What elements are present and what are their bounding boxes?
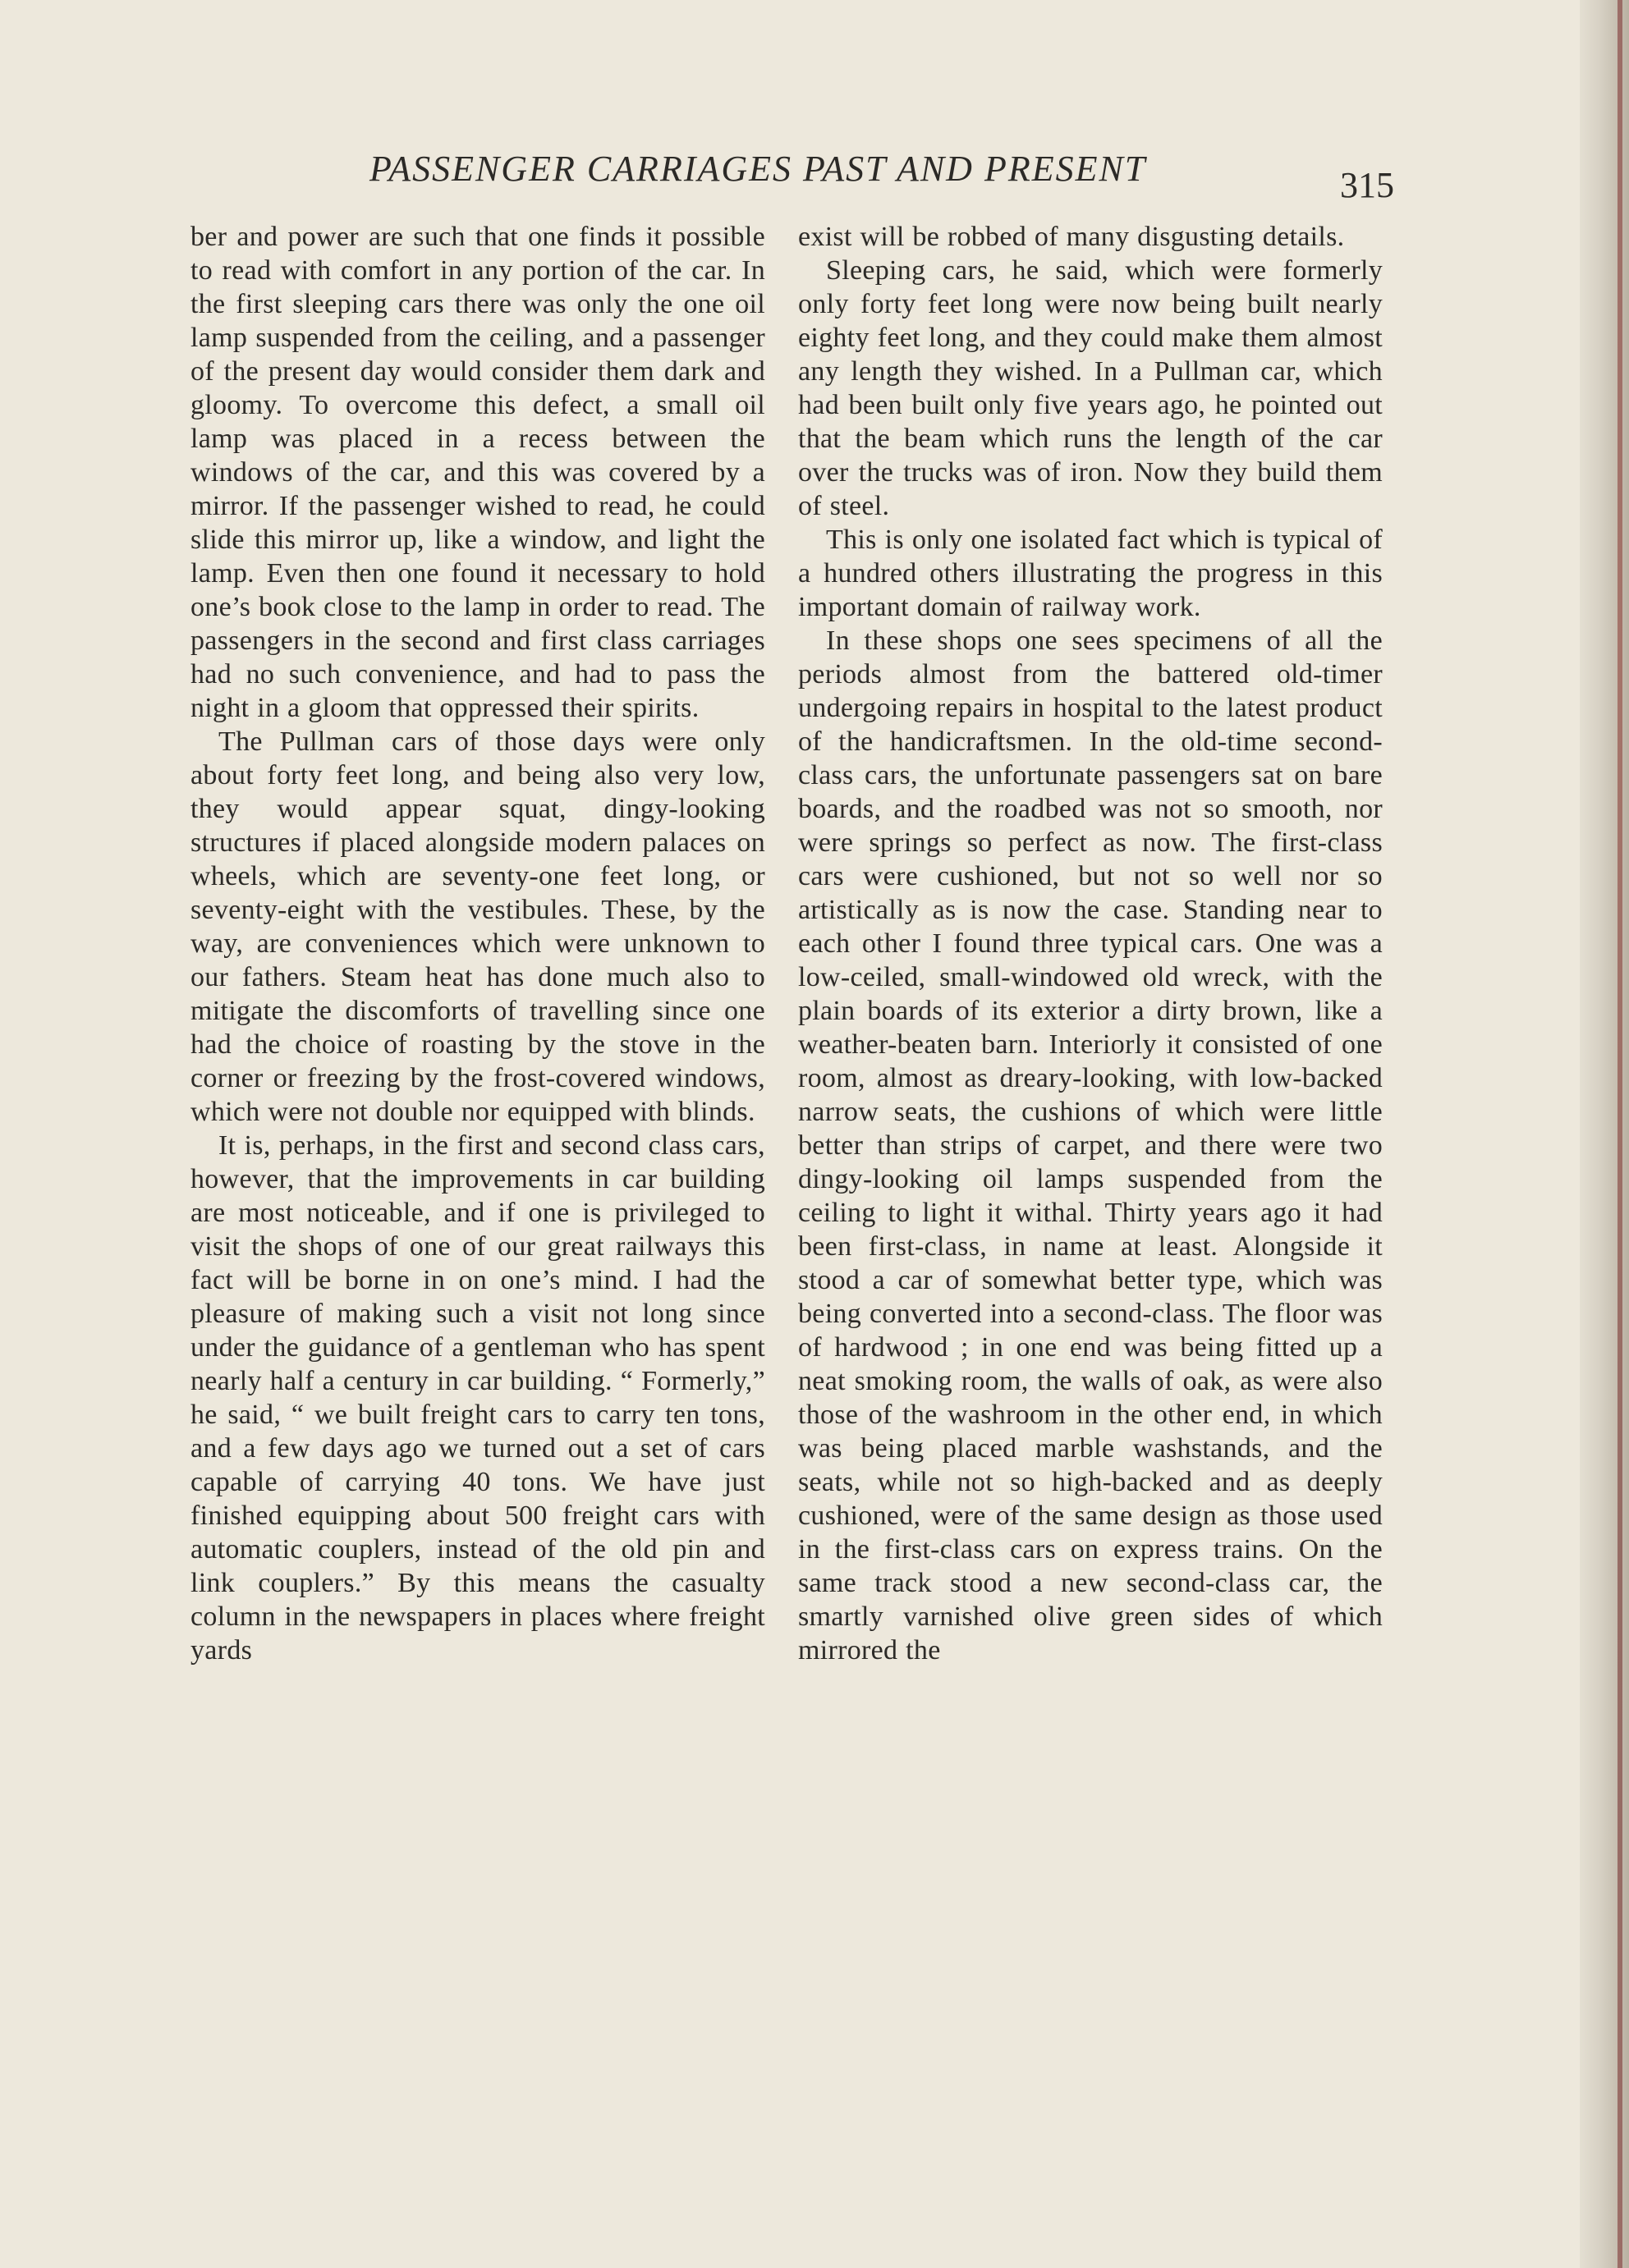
paragraph: exist will be robbed of many disgusting details. [798, 222, 1345, 252]
paragraph: It is, perhaps, in the first and second class cars, however, that the improvements in car building are most noticeable, and if one is privileged to visit the shops of one of our great railways this fact will be borne in on one’s mind. I had the pleasure of making such a visit not long since under the guidance of a gentleman who has spent nearly half a century in car building. “ Formerly,” he said, “ we built freight cars to carry ten tons, and a few days ago we turned out a set of cars capable of carrying 40 tons. We have just finished equipping about 500 freight cars with automatic couplers, instead of the old pin and link couplers.” By this means the casualty column in the newspapers in places where freight yards [190, 1130, 765, 1665]
paragraph: This is only one isolated fact which is typical of a hundred others illustrating the progress in this important domain of railway work. [798, 525, 1383, 622]
paragraph: In these shops one sees specimens of all the periods almost from the battered old-timer undergoing repairs in hospital to the latest product of the handicraftsmen. In the old-time second-class cars, the unfortunate passengers sat on bare boards, and the roadbed was not so smooth, nor were springs so perfect as now. The first-class cars were cushioned, but not so well nor so artistically as is now the case. Standing near to each other I found three typical cars. One was a low-ceiled, small-windowed old wreck, with the plain boards of its exterior a dirty brown, like a weather-beaten barn. Interiorly it consisted of one room, almost as dreary-looking, with low-backed narrow seats, the cushions of which were little better than strips of carpet, and there were two dingy-looking oil lamps suspended from the ceiling to light it withal. Thirty years ago it had been first-class, in name at least. Alongside it stood a car of somewhat better type, which was being converted into a second-class. The floor was of hardwood ; in one end was being fitted up a neat smoking room, the walls of oak, as were also those of the washroom in the other end, in which was being placed marble washstands, and the seats, while not so high-backed and as deeply cushioned, were of the same design as those used in the first-class cars on express trains. On the same track stood a new second-class car, the smartly varnished olive green sides of which mirrored the [798, 625, 1383, 1665]
left-column [190, 220, 765, 1667]
paragraph: Sleeping cars, he said, which were formerly only forty feet long were now being built nearly eighty feet long, and they could make them almost any length they wished. In a Pullman car, which had been built only five years ago, he pointed out that the beam which runs the length of the car over the trucks was of iron. Now they build them of steel. [798, 255, 1383, 521]
paragraph: ber and power are such that one finds it possible to read with comfort in any portion of the car. In the first sleeping cars there was only the one oil lamp suspended from the ceiling, and a passenger of the present day would consider them dark and gloomy. To overcome this defect, a small oil lamp was placed in a recess between the windows of the car, and this was covered by a mirror. If the passenger wished to read, he could slide this mirror up, like a window, and light the lamp. Even then one found it necessary to hold one’s book close to the lamp in order to read. The passengers in the second and first class carriages had no such convenience, and had to pass the night in a gloom that oppressed their spirits. [190, 222, 765, 723]
page-number: 315 [1340, 165, 1394, 205]
right-column [798, 220, 1383, 1667]
paragraph: The Pullman cars of those days were only about forty feet long, and being also very low, they would appear squat, dingy-looking structures if placed alongside modern palaces on wheels, which are seventy-one feet long, or seventy-eight with the vestibules. These, by the way, are conveniences which were unknown to our fathers. Steam heat has done much also to mitigate the discomforts of travelling since one had the choice of roasting by the stove in the corner or freezing by the frost-covered windows, which were not double nor equipped with blinds. [190, 726, 765, 1127]
running-title: PASSENGER CARRIAGES PAST AND PRESENT [369, 149, 1147, 189]
page-binding-edge [1580, 0, 1629, 2268]
